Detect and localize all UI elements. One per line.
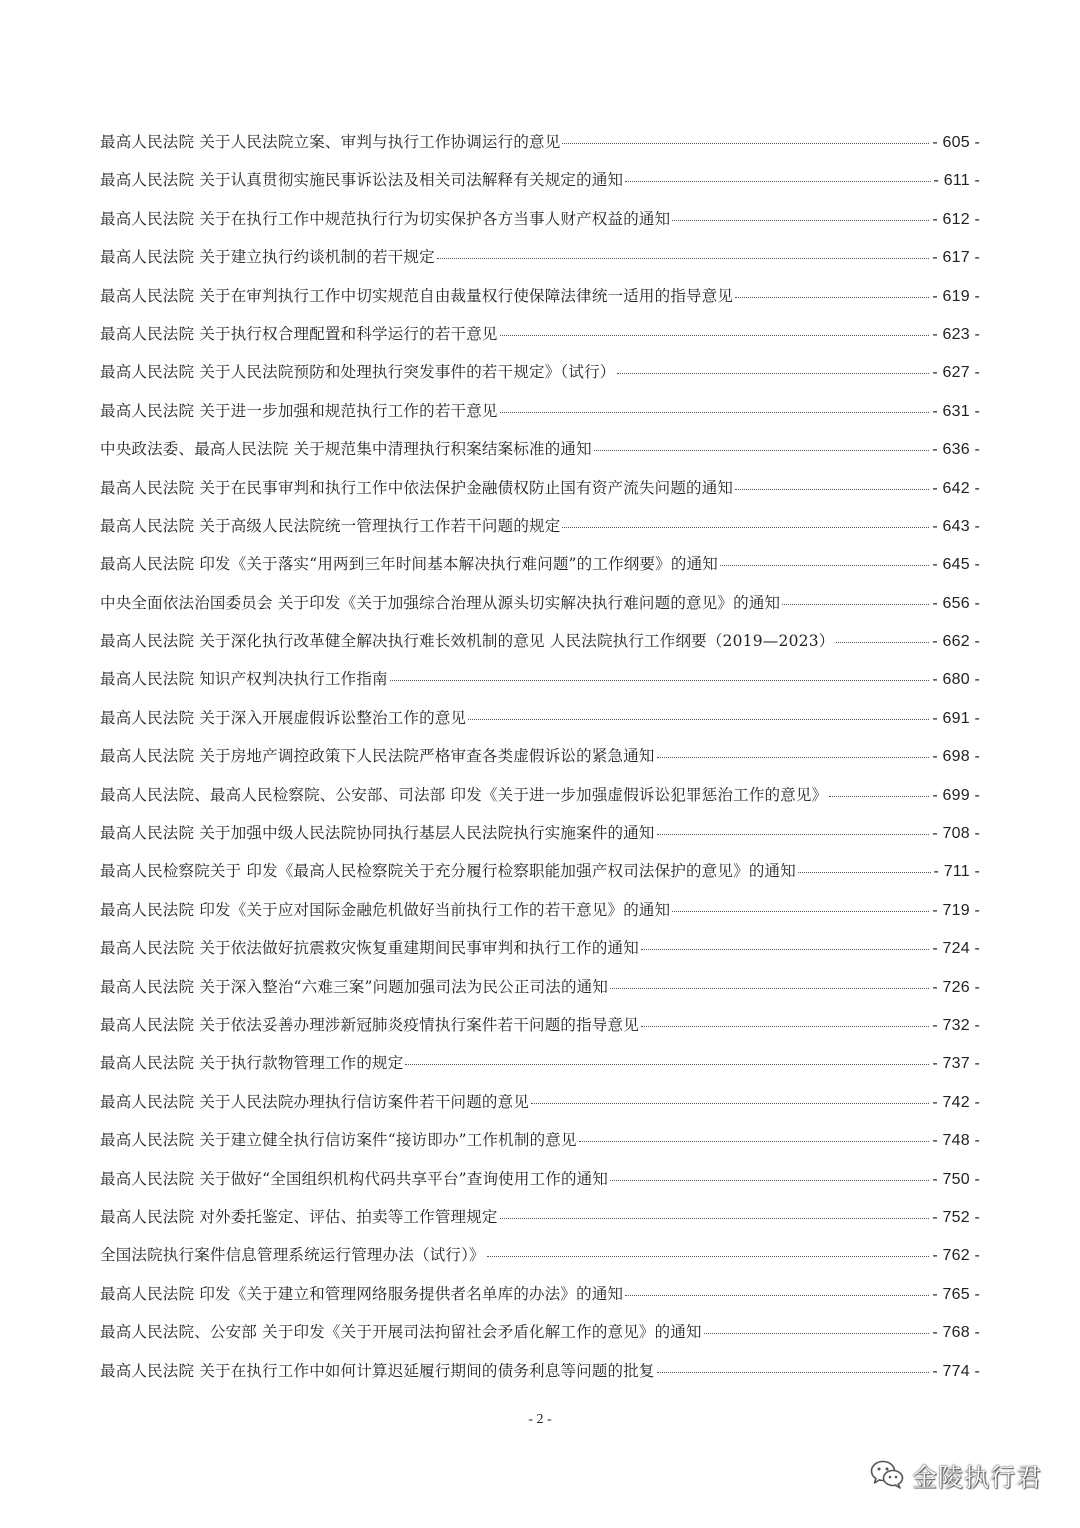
toc-entry xyxy=(100,975,980,1013)
toc-entry-page: - 619 - xyxy=(932,287,980,305)
toc-entry-page: - 750 - xyxy=(932,1170,980,1188)
toc-entry-page: - 719 - xyxy=(932,901,980,919)
dot-leader xyxy=(735,489,929,490)
toc-entry-page: - 737 - xyxy=(932,1055,980,1073)
toc-entry xyxy=(100,476,980,514)
dot-leader xyxy=(617,373,929,374)
toc-entry-page: - 726 - xyxy=(932,978,980,996)
toc-entry xyxy=(100,207,980,245)
toc-entry-title: 最高人民法院 关于在审判执行工作中切实规范自由裁量权行使保障法律统一适用的指导意见 xyxy=(100,286,734,305)
toc-entry-title: 最高人民法院、公安部 关于印发《关于开展司法拘留社会矛盾化解工作的意见》的通知 xyxy=(100,1323,702,1342)
toc-entry-title: 最高人民法院 关于人民法院立案、审判与执行工作协调运行的意见 xyxy=(100,133,561,151)
toc-entry-title: 最高人民法院 关于在执行工作中规范执行行为切实保护各方当事人财产权益的通知 xyxy=(100,209,671,228)
toc-entry-title: 最高人民法院 关于依法妥善办理涉新冠肺炎疫情执行案件若干问题的指导意见 xyxy=(100,1015,639,1034)
toc-entry xyxy=(100,1013,980,1051)
dot-leader xyxy=(531,1103,929,1104)
toc-entry xyxy=(100,360,980,398)
toc-entry xyxy=(100,1051,980,1089)
toc-entry-title: 最高人民法院 关于加强中级人民法院协同执行基层人民法院执行实施案件的通知 xyxy=(100,824,655,843)
toc-entry-page: - 611 - xyxy=(933,172,980,190)
toc-entry xyxy=(100,783,980,821)
toc-entry-page: - 605 - xyxy=(932,134,980,151)
toc-entry xyxy=(100,437,980,475)
toc-entry-page: - 768 - xyxy=(932,1324,980,1342)
dot-leader xyxy=(405,1064,929,1065)
toc-entry xyxy=(100,667,980,705)
dot-leader xyxy=(562,527,929,528)
toc-entry-title: 最高人民法院 关于做好“全国组织机构代码共享平台”查询使用工作的通知 xyxy=(100,1169,609,1188)
toc-entry-title: 最高人民法院 印发《关于应对国际金融危机做好当前执行工作的若干意见》的通知 xyxy=(100,900,671,919)
toc-entry xyxy=(100,552,980,590)
toc-entry-page: - 645 - xyxy=(932,556,980,574)
dot-leader xyxy=(610,988,929,989)
toc-entry-page: - 623 - xyxy=(932,325,980,343)
dot-leader xyxy=(579,1141,930,1142)
toc-entry-title: 最高人民法院 关于在执行工作中如何计算迟延履行期间的债务利息等问题的批复 xyxy=(100,1361,655,1380)
toc-entry-page: - 708 - xyxy=(932,825,980,843)
toc-entry-title: 最高人民法院 关于深入整治“六难三案”问题加强司法为民公正司法的通知 xyxy=(100,977,609,996)
toc-entry xyxy=(100,744,980,782)
toc-entry-page: - 711 - xyxy=(933,863,980,881)
dot-leader xyxy=(500,412,930,413)
dot-leader xyxy=(437,258,930,259)
dot-leader xyxy=(500,1218,930,1219)
dot-leader xyxy=(625,1295,929,1296)
toc-entry xyxy=(100,591,980,629)
toc-entry-page: - 662 - xyxy=(932,633,980,651)
toc-entry-page: - 774 - xyxy=(932,1362,980,1380)
toc-entry xyxy=(100,245,980,283)
page-number: - 2 - xyxy=(528,1412,552,1427)
toc-entry-page: - 631 - xyxy=(932,402,980,420)
dot-leader xyxy=(782,604,929,605)
toc-entry-title: 最高人民检察院关于 印发《最高人民检察院关于充分履行检察职能加强产权司法保护的意见》的通知 xyxy=(100,862,796,881)
toc-entry-title: 最高人民法院 关于人民法院办理执行信访案件若干问题的意见 xyxy=(100,1092,530,1111)
toc-entry xyxy=(100,284,980,322)
toc-entry-title: 最高人民法院 关于建立执行约谈机制的若干规定 xyxy=(100,248,435,267)
toc-entry xyxy=(100,706,980,744)
dot-leader xyxy=(500,335,930,336)
watermark xyxy=(870,1458,1042,1494)
toc-entry-page: - 612 - xyxy=(932,210,980,228)
dot-leader xyxy=(487,1256,930,1257)
dot-leader xyxy=(720,565,929,566)
toc-entry xyxy=(100,1359,980,1397)
toc-entry-title: 全国法院执行案件信息管理系统运行管理办法（试行）》 xyxy=(100,1246,485,1265)
table-of-contents xyxy=(100,130,980,1397)
toc-entry xyxy=(100,936,980,974)
toc-entry xyxy=(100,1205,980,1243)
toc-entry-page: - 656 - xyxy=(932,594,980,612)
wechat-icon xyxy=(870,1459,904,1493)
dot-leader xyxy=(798,872,931,873)
toc-entry-page: - 724 - xyxy=(932,940,980,958)
toc-entry-title: 中央全面依法治国委员会 关于印发《关于加强综合治理从源头切实解决执行难问题的意见》的通知 xyxy=(100,593,781,612)
toc-entry-title: 最高人民法院 关于认真贯彻实施民事诉讼法及相关司法解释有关规定的通知 xyxy=(100,171,624,190)
toc-entry xyxy=(100,130,980,168)
toc-entry xyxy=(100,1243,980,1281)
dot-leader xyxy=(610,1180,929,1181)
toc-entry xyxy=(100,821,980,859)
dot-leader xyxy=(657,757,930,758)
toc-entry-page: - 765 - xyxy=(932,1285,980,1303)
toc-entry-page: - 627 - xyxy=(932,364,980,382)
toc-entry xyxy=(100,514,980,552)
toc-entry-title: 最高人民法院 印发《关于落实“用两到三年时间基本解决执行难问题”的工作纲要》的通知 xyxy=(100,555,718,574)
toc-entry xyxy=(100,399,980,437)
watermark-text: 金陵执行君 xyxy=(911,1463,1042,1492)
dot-leader xyxy=(672,911,929,912)
toc-entry-page: - 642 - xyxy=(932,479,980,497)
toc-entry xyxy=(100,1320,980,1358)
dot-leader xyxy=(657,1372,930,1373)
toc-entry-page: - 636 - xyxy=(932,441,980,459)
toc-entry xyxy=(100,859,980,897)
dot-leader xyxy=(468,719,929,720)
dot-leader xyxy=(657,834,930,835)
dot-leader xyxy=(704,1333,930,1334)
dot-leader xyxy=(390,680,930,681)
dot-leader xyxy=(641,1026,929,1027)
toc-entry-title: 最高人民法院 关于执行权合理配置和科学运行的若干意见 xyxy=(100,324,498,343)
toc-entry-page: - 742 - xyxy=(932,1093,980,1111)
toc-entry-title: 最高人民法院 关于深入开展虚假诉讼整治工作的意见 xyxy=(100,708,467,727)
toc-entry xyxy=(100,1128,980,1166)
toc-entry xyxy=(100,1282,980,1320)
dot-leader xyxy=(562,143,929,144)
dot-leader xyxy=(672,220,929,221)
toc-entry xyxy=(100,168,980,206)
toc-entry-title: 最高人民法院、最高人民检察院、公安部、司法部 印发《关于进一步加强虚假诉讼犯罪惩治工作的意见》 xyxy=(100,785,828,804)
toc-entry-title: 中央政法委、最高人民法院 关于规范集中清理执行积案结案标准的通知 xyxy=(100,440,592,459)
toc-entry-page: - 699 - xyxy=(932,786,980,804)
toc-entry-title: 最高人民法院 关于进一步加强和规范执行工作的若干意见 xyxy=(100,401,498,420)
toc-entry xyxy=(100,629,980,667)
dot-leader xyxy=(641,949,929,950)
dot-leader xyxy=(836,642,929,643)
toc-entry-title: 最高人民法院 关于房地产调控政策下人民法院严格审查各类虚假诉讼的紧急通知 xyxy=(100,747,655,766)
toc-entry-title: 最高人民法院 关于深化执行改革健全解决执行难长效机制的意见 人民法院执行工作纲要（2019—2023） xyxy=(100,632,835,651)
toc-entry-page: - 691 - xyxy=(932,709,980,727)
toc-entry-page: - 762 - xyxy=(932,1247,980,1265)
toc-entry-page: - 680 - xyxy=(932,671,980,689)
toc-entry-page: - 617 - xyxy=(932,249,980,267)
toc-entry-title: 最高人民法院 关于依法做好抗震救灾恢复重建期间民事审判和执行工作的通知 xyxy=(100,939,639,958)
toc-entry-page: - 752 - xyxy=(932,1208,980,1226)
toc-entry xyxy=(100,322,980,360)
toc-entry xyxy=(100,1090,980,1128)
dot-leader xyxy=(625,181,930,182)
dot-leader xyxy=(735,297,929,298)
toc-entry-title: 最高人民法院 关于高级人民法院统一管理执行工作若干问题的规定 xyxy=(100,516,561,535)
dot-leader xyxy=(829,796,929,797)
toc-entry-page: - 748 - xyxy=(932,1132,980,1150)
toc-entry-page: - 732 - xyxy=(932,1016,980,1034)
toc-entry-title: 最高人民法院 关于人民法院预防和处理执行突发事件的若干规定》（试行） xyxy=(100,363,616,382)
toc-entry xyxy=(100,1167,980,1205)
toc-entry xyxy=(100,898,980,936)
toc-entry-page: - 698 - xyxy=(932,748,980,766)
toc-entry-page: - 643 - xyxy=(932,517,980,535)
toc-entry-title: 最高人民法院 知识产权判决执行工作指南 xyxy=(100,670,388,689)
toc-entry-title: 最高人民法院 关于执行款物管理工作的规定 xyxy=(100,1054,404,1073)
dot-leader xyxy=(594,450,930,451)
toc-entry-title: 最高人民法院 印发《关于建立和管理网络服务提供者名单库的办法》的通知 xyxy=(100,1284,624,1303)
toc-entry-title: 最高人民法院 关于在民事审判和执行工作中依法保护金融债权防止国有资产流失问题的通知 xyxy=(100,478,734,497)
toc-entry-title: 最高人民法院 关于建立健全执行信访案件“接访即办”工作机制的意见 xyxy=(100,1131,577,1150)
toc-entry-title: 最高人民法院 对外委托鉴定、评估、拍卖等工作管理规定 xyxy=(100,1207,498,1226)
